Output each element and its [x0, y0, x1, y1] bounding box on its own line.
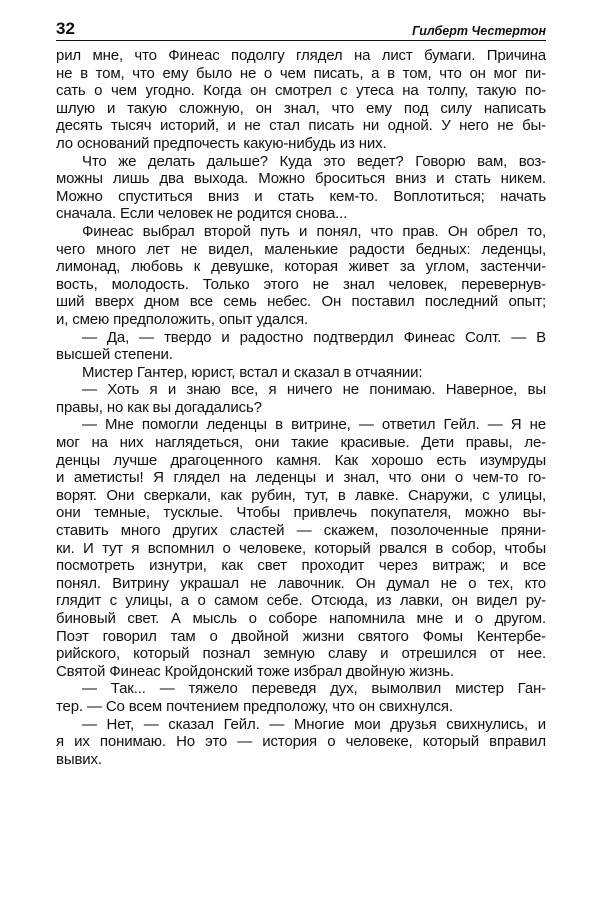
- page-number: 32: [56, 19, 75, 38]
- text-line: рил мне, что Финеас подолгу глядел на лист бумаги. Причина: [56, 47, 546, 64]
- page-header: [56, 16, 546, 41]
- text-line: глядит с улицы, а о самом себе. Отсюда, из лавки, он видел ру-: [56, 592, 546, 610]
- text-line: — Да, — твердо и радостно подтвердил Финеас Солт. — В: [82, 328, 546, 346]
- text-line: вость, молодость. Только этого не знал человек, перевернув-: [56, 275, 546, 293]
- text-line: ставить много других сластей — скажем, позолоченные пряни-: [56, 522, 546, 540]
- book-page: [56, 16, 546, 768]
- text-line: ло оснований предпочесть какую-нибудь из них.: [56, 134, 387, 152]
- text-line: Мистер Гантер, юрист, встал и сказал в отчаянии:: [82, 363, 423, 381]
- text-line: понял. Витрину украшал не лавочник. Он думал не о тех, кто: [56, 574, 546, 592]
- text-line: тер. — Со всем почтением предположу, что он свихнулся.: [56, 697, 453, 715]
- text-line: Можно спуститься вниз и стать кем-то. Воплотиться; начать: [56, 187, 546, 205]
- text-line: можны лишь два выхода. Можно броситься вниз и стать никем.: [56, 170, 546, 188]
- text-line: шлую и такую сложную, он знал, что ему под силу написать: [56, 99, 546, 117]
- text-line: правы, но как вы догадались?: [56, 398, 262, 416]
- text-line: Святой Финеас Кройдонский тоже избрал двойную жизнь.: [56, 662, 454, 680]
- body-text: [56, 47, 546, 768]
- text-line: и аметисты! Я глядел на леденцы и знал, что они о чем-то го-: [56, 469, 546, 487]
- text-line: ки. И тут я вспомнил о человеке, который рвался в собор, чтобы: [56, 539, 546, 557]
- text-line: Финеас выбрал второй путь и понял, что прав. Он обрел то,: [82, 222, 546, 240]
- text-line: — Нет, — сказал Гейл. — Многие мои друзья свихнулись, и: [82, 715, 546, 733]
- text-line: они темные, тусклые. Чтобы привлечь покупателя, можно вы-: [56, 504, 546, 522]
- text-line: посмотреть изнутри, как свет проходит через витраж; и все: [56, 557, 546, 575]
- text-line: Что же делать дальше? Куда это ведет? Говорю вам, воз-: [82, 152, 546, 170]
- text-line: — Так... — тяжело переведя дух, вымолвил мистер Ган-: [82, 680, 546, 698]
- text-line: десять тысяч историй, и не стал писать ни одной. У него не бы-: [56, 117, 546, 135]
- text-line: чего много лет не видел, маленькие радости бедных: леденцы,: [56, 240, 546, 258]
- text-line: рийского, который познал земную славу и отрешился от нее.: [56, 645, 546, 663]
- text-line: — Хоть я и знаю все, я ничего не понимаю. Наверное, вы: [82, 381, 546, 399]
- text-line: Поэт говорил там о двойной жизни святого Фомы Кентербе-: [56, 627, 546, 645]
- text-line: сначала. Если человек не родится снова...: [56, 205, 348, 223]
- text-line: лимонад, любовь к девушке, которая живет за углом, застенчи-: [56, 258, 546, 276]
- text-line: ший вверх дном все семь небес. Он поставил последний опыт;: [56, 293, 546, 311]
- text-line: — Мне помогли леденцы в витрине, — ответил Гейл. — Я не: [82, 416, 546, 434]
- text-line: сать о чем угодно. Когда он смотрел с утеса на толпу, такую по-: [56, 82, 546, 100]
- text-line: и, смею предположить, опыт удался.: [56, 310, 309, 328]
- text-line: биновый свет. А мысль о соборе напомнила мне и о другом.: [56, 610, 546, 627]
- text-line: мог на них наглядеться, они такие красивые. Дети правы, ле-: [56, 434, 546, 452]
- running-head-author: Гилберт Честертон: [412, 24, 546, 38]
- text-line: вывих.: [56, 750, 102, 768]
- text-line: высшей степени.: [56, 346, 173, 364]
- text-line: денцы лучше драгоценного камня. Как хорошо есть изумруды: [56, 451, 546, 469]
- text-line: ворят. Они сверкали, как рубин, тут, в лавке. Снаружи, с улицы,: [56, 486, 546, 504]
- text-line: я их понимаю. Но это — история о человеке, который вправил: [56, 733, 546, 751]
- text-line: не в том, что ему было не о чем писать, а в том, что он мог пи-: [56, 64, 546, 82]
